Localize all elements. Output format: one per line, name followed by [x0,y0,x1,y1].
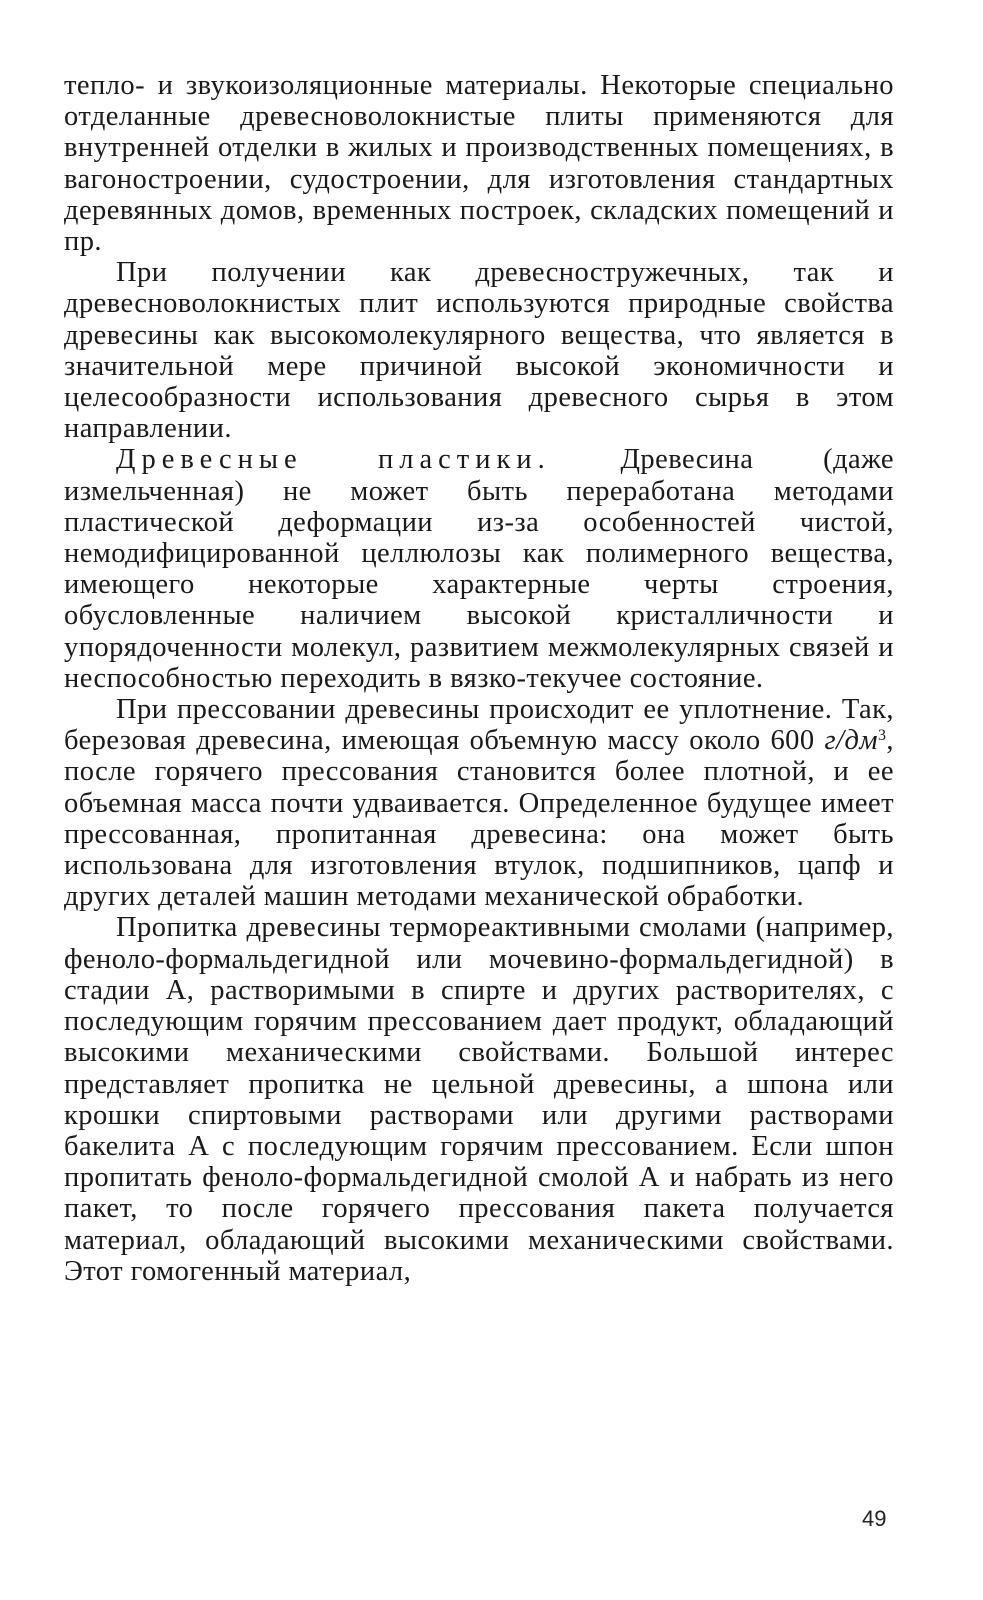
paragraph-wood-plastics-text: Древесина (даже измельченная) не может быть переработана методами пластической деформации из-за особенностей чистой, немодифицированной целлюлозы как полимерного вещества, имеющего некоторые характерные черты строения, обусловленные наличием высокой кристалличности и упорядоченности молекул, развитием межмолекулярных связей и неспособностью переходить в вязко-текучее состояние. [64,444,894,694]
paragraph-pressing-text-before: При прессовании древесины происходит ее уплотнение. Так, березовая древесина, имеющая объемную массу около 600 [64,694,894,757]
paragraph-resin-impregnation: Пропитка древесины термореактивными смолами (например, феноло-формальдегидной или мочевино-формальдегидной) в стадии А, растворимыми в спирте и других растворителях, с последующим горячим прессованием дает продукт, обладающий высокими механическими свойствами. Большой интерес представляет пропитка не цельной древесины, а шпона или крошки спиртовыми растворами или другими растворами бакелита А с последующим горячим прессованием. Если шпон пропитать феноло-формальдегидной смолой А и набрать из него пакет, то после горячего прессования пакета получается материал, обладающий высокими механическими свойствами. Этот гомогенный материал, [64,912,894,1287]
density-unit: г/дм [824,725,878,757]
paragraph-wood-pressing [64,694,894,912]
paragraph-pressing-text-after: , после горячего прессования становится более плотной, и ее объемная масса почти удваивается. Определенное будущее имеет прессованная, пропитанная древесина: она может быть использована для изготовления втулок, подшипников, цапф и других деталей машин методами механической обработки. [64,725,894,913]
paragraph-wood-plastics [64,444,894,694]
paragraph-particle-fiber-boards: При получении как древесностружечных, так и древесноволокнистых плит используются природные свойства древесины как высокомолекулярного вещества, что является в значительной мере причиной высокой экономичности и целесообразности использования древесного сырья в этом направлении. [64,257,894,445]
page-number: 49 [862,1506,887,1531]
density-unit-exponent: 3 [877,727,887,745]
section-heading-wood-plastics: Древесные пластики. [116,444,551,476]
page-body [64,70,894,1287]
paragraph-continuation: тепло- и звукоизоляционные материалы. Некоторые специально отделанные древесноволокнистые плиты применяются для внутренней отделки в жилых и производственных помещениях, в вагоностроении, судостроении, для изготовления стандартных деревянных домов, временных построек, складских помещений и пр. [64,70,894,258]
